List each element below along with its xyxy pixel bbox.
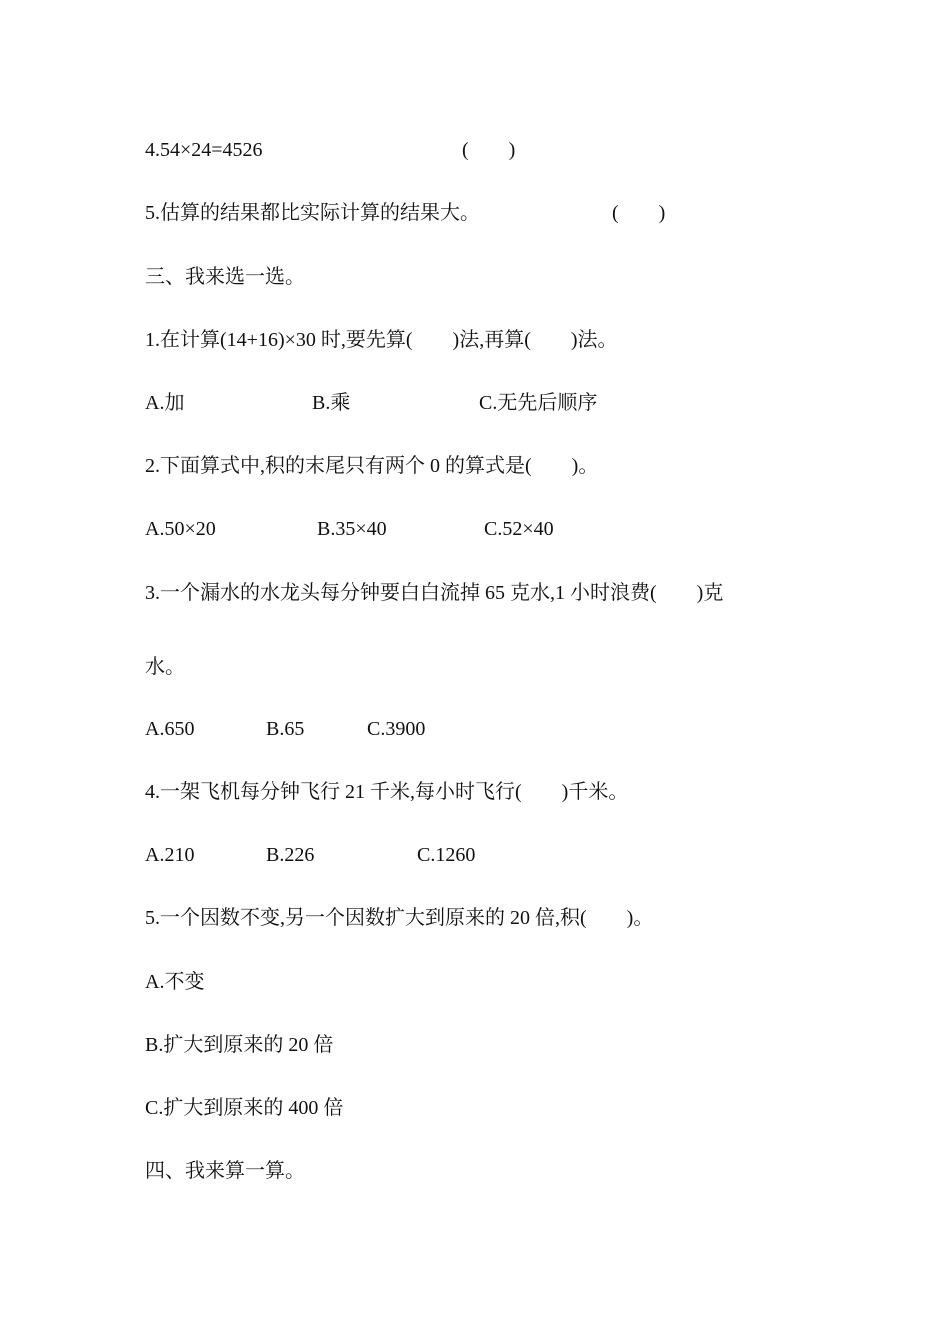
choice-q2-option-c: C.52×40 bbox=[484, 518, 554, 540]
choice-q1-option-a: A.加 bbox=[145, 392, 185, 414]
judge-q4-text: 4.54×24=4526 bbox=[145, 139, 263, 161]
choice-q4-option-a: A.210 bbox=[145, 844, 195, 866]
judge-q4-answer-blank: ( ) bbox=[462, 139, 516, 161]
choice-q3-text-line2: 水。 bbox=[145, 656, 185, 678]
judge-q5-text: 5.估算的结果都比实际计算的结果大。 bbox=[145, 202, 480, 224]
choice-q2-option-b: B.35×40 bbox=[317, 518, 387, 540]
choice-q2-option-a: A.50×20 bbox=[145, 518, 216, 540]
choice-q1-option-b: B.乘 bbox=[312, 392, 351, 414]
choice-q1-text: 1.在计算(14+16)×30 时,要先算( )法,再算( )法。 bbox=[145, 329, 618, 351]
choice-q5-option-b: B.扩大到原来的 20 倍 bbox=[145, 1034, 334, 1056]
choice-q3-option-a: A.650 bbox=[145, 718, 195, 740]
choice-q3-option-c: C.3900 bbox=[367, 718, 426, 740]
section-3-heading: 三、我来选一选。 bbox=[145, 266, 305, 288]
choice-q1-option-c: C.无先后顺序 bbox=[479, 392, 598, 414]
choice-q4-option-c: C.1260 bbox=[417, 844, 476, 866]
choice-q3-text-line1: 3.一个漏水的水龙头每分钟要白白流掉 65 克水,1 小时浪费( )克 bbox=[145, 582, 724, 604]
choice-q5-option-c: C.扩大到原来的 400 倍 bbox=[145, 1097, 344, 1119]
choice-q2-text: 2.下面算式中,积的末尾只有两个 0 的算式是( )。 bbox=[145, 455, 599, 477]
choice-q3-option-b: B.65 bbox=[266, 718, 305, 740]
choice-q4-option-b: B.226 bbox=[266, 844, 315, 866]
choice-q5-text: 5.一个因数不变,另一个因数扩大到原来的 20 倍,积( )。 bbox=[145, 907, 654, 929]
choice-q5-option-a: A.不变 bbox=[145, 971, 205, 993]
choice-q4-text: 4.一架飞机每分钟飞行 21 千米,每小时飞行( )千米。 bbox=[145, 781, 629, 803]
judge-q5-answer-blank: ( ) bbox=[612, 202, 666, 224]
section-4-heading: 四、我来算一算。 bbox=[145, 1160, 305, 1182]
